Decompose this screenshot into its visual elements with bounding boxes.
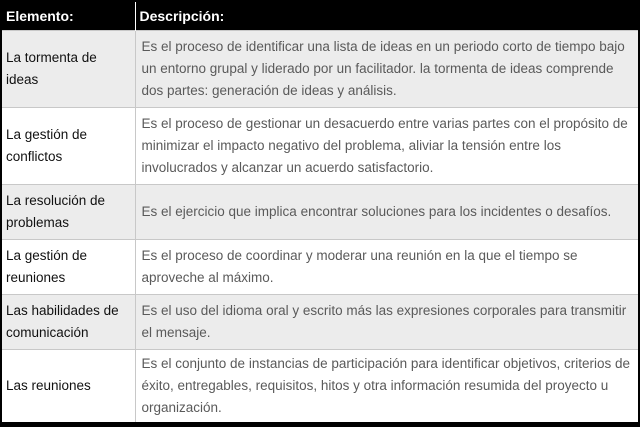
table-row [2, 240, 638, 295]
table-header [2, 2, 638, 31]
elemento-cell: La tormenta de ideas [2, 31, 135, 108]
table-row [2, 185, 638, 240]
elemento-cell: Las reuniones [2, 350, 135, 423]
table-row [2, 31, 638, 108]
header-row [2, 2, 638, 31]
table-row [2, 350, 638, 423]
descripcion-cell: Es el ejercicio que implica encontrar soluciones para los incidentes o desafíos. [135, 185, 638, 240]
header-descripcion: Descripción: [135, 2, 638, 31]
elemento-cell: La gestión de reuniones [2, 240, 135, 295]
descripcion-cell: Es el proceso de coordinar y moderar una reunión en la que el tiempo se aproveche al máximo. [135, 240, 638, 295]
elemento-cell: La gestión de conflictos [2, 108, 135, 185]
definitions-table [2, 2, 638, 422]
descripcion-cell: Es el uso del idioma oral y escrito más las expresiones corporales para transmitir el mensaje. [135, 295, 638, 350]
descripcion-cell: Es el proceso de identificar una lista de ideas en un periodo corto de tiempo bajo un entorno grupal y liderado por un facilitador. la tormenta de ideas comprende dos partes: generación de ideas y análisis. [135, 31, 638, 108]
table-row [2, 108, 638, 185]
descripcion-cell: Es el proceso de gestionar un desacuerdo entre varias partes con el propósito de minimizar el impacto negativo del problema, aliviar la tensión entre los involucrados y alcanzar un acuerdo satisfactorio. [135, 108, 638, 185]
elemento-cell: Las habilidades de comunicación [2, 295, 135, 350]
table-body [2, 31, 638, 423]
descripcion-cell: Es el conjunto de instancias de participación para identificar objetivos, criterios de éxito, entregables, requisitos, hitos y otra información resumida del proyecto u organización. [135, 350, 638, 423]
header-elemento: Elemento: [2, 2, 135, 31]
elemento-cell: La resolución de problemas [2, 185, 135, 240]
table-row [2, 295, 638, 350]
